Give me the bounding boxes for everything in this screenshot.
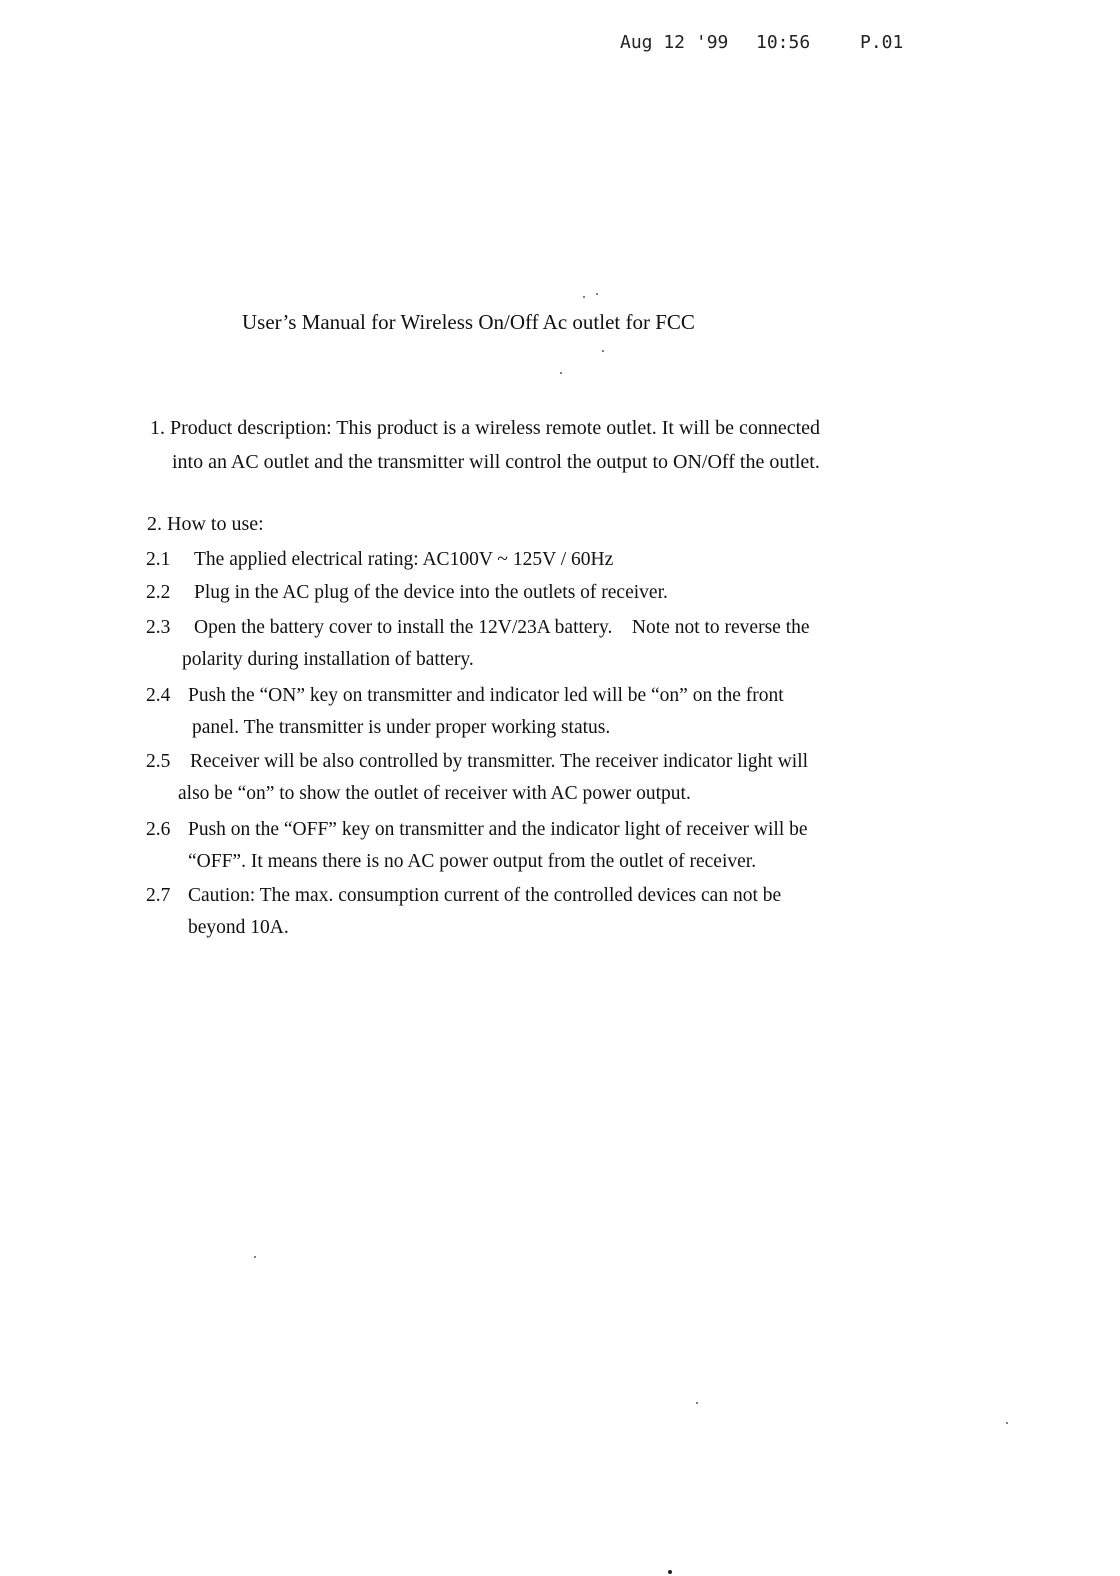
item-number: 2.3 [146,617,171,638]
fax-header [620,32,920,116]
item-text-continued: panel. The transmitter is under proper working status. [192,717,611,738]
item-text-continued: “OFF”. It means there is no AC power output from the outlet of receiver. [188,851,757,872]
item-number: 2.7 [146,885,171,906]
section-1-line-2: into an AC outlet and the transmitter will control the output to ON/Off the outlet. [172,451,820,473]
section-1-text-1: Product description: This product is a wireless remote outlet. It will be connected [170,417,821,439]
section-1-number: 1. [150,417,165,439]
item-text-continued: also be “on” to show the outlet of receiver with AC power output. [178,783,691,804]
item-text-continued: polarity during installation of battery. [182,649,474,670]
item-number: 2.4 [146,685,171,706]
fax-date: Aug 12 '99 [620,32,729,53]
section-2-heading: 2. How to use: [147,513,264,535]
fax-time: 10:56 [756,32,811,53]
item-number: 2.2 [146,582,171,603]
item-text-continued: beyond 10A. [188,917,289,938]
document-title: User’s Manual for Wireless On/Off Ac outlet for FCC [242,310,695,334]
item-number: 2.1 [146,549,171,570]
item-number: 2.5 [146,751,171,772]
item-text: Open the battery cover to install the 12V/23A battery. Note not to reverse the [194,617,810,638]
item-text: Push the “ON” key on transmitter and indicator led will be “on” on the front [188,685,784,706]
section-1-line-1 [150,412,820,444]
item-text: Receiver will be also controlled by transmitter. The receiver indicator light will [190,751,809,772]
item-number: 2.6 [146,819,171,840]
item-text: Caution: The max. consumption current of the controlled devices can not be [188,885,782,906]
fax-page: P.01 [860,32,904,53]
item-text: The applied electrical rating: AC100V ~ 125V / 60Hz [194,549,614,570]
item-text: Push on the “OFF” key on transmitter and the indicator light of receiver will be [188,819,808,840]
item-text: Plug in the AC plug of the device into the outlets of receiver. [194,582,668,603]
